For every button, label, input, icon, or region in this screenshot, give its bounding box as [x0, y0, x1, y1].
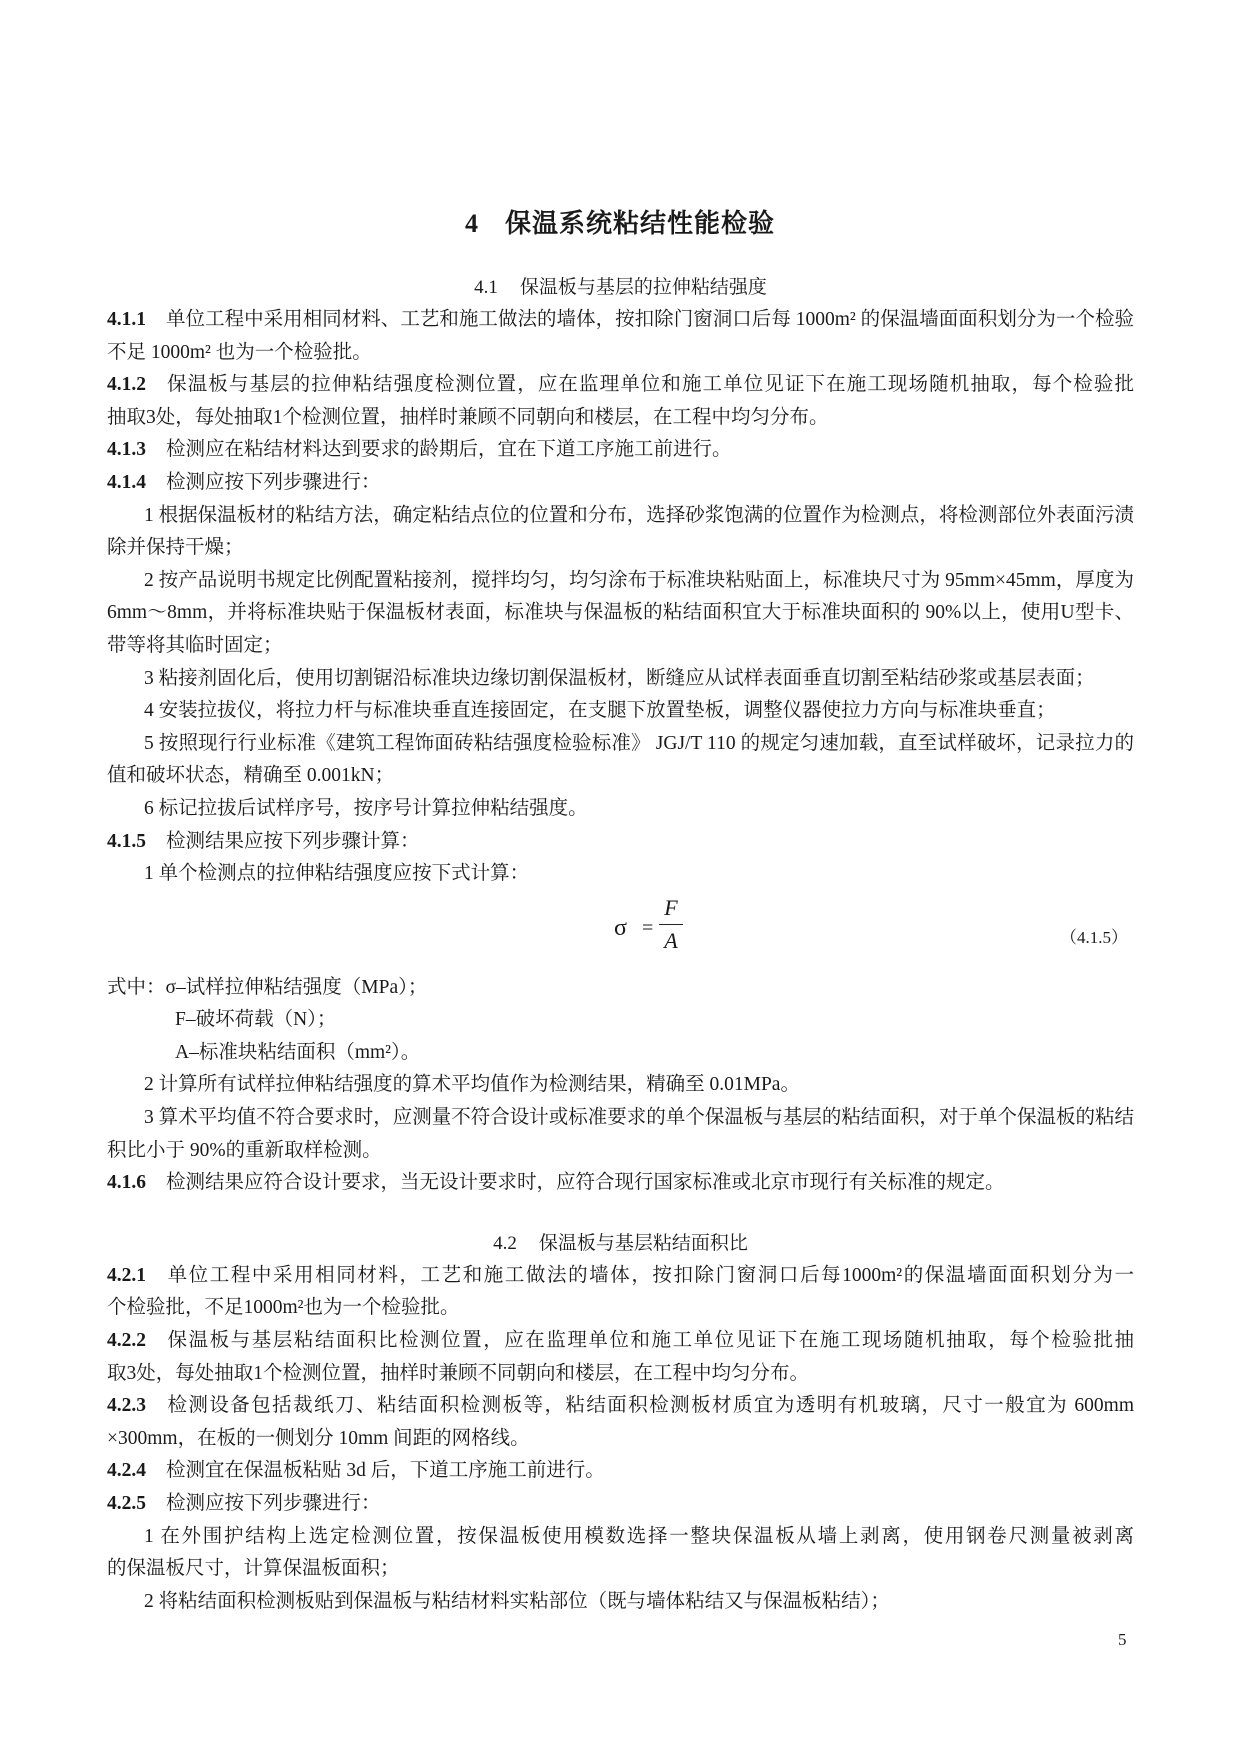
clause-text: 积比小于 90%的重新取样检测。 — [107, 1139, 382, 1161]
text-line — [107, 760, 1134, 793]
section-4-1-paragraphs-after-formula — [107, 972, 1134, 1200]
formula-denominator: A — [664, 927, 678, 953]
equation-number: （4.1.5） — [1060, 927, 1128, 947]
clause-text: 带等将其临时固定； — [107, 634, 283, 656]
chapter-number: 4 — [464, 209, 479, 238]
clause-text: 2 计算所有试样拉伸粘结强度的算术平均值作为检测结果，精确至 0.01MPa。 — [144, 1074, 800, 1096]
clause-text: F–破坏荷载（N）； — [175, 1009, 337, 1031]
text-line — [107, 434, 1134, 467]
clause-number: 4.1.4 — [107, 471, 146, 493]
formula-numerator: F — [664, 894, 678, 920]
clause-text: 1 根据保温板材的粘结方法，确定粘结点位的位置和分布，选择砂浆饱满的位置作为检测点，将检测部位外表面污渍 — [144, 504, 1134, 526]
formula-equals: = — [642, 916, 654, 939]
fraction-bar — [659, 924, 683, 925]
clause-text: 保温板与基层的拉伸粘结强度检测位置，应在监理单位和施工单位见证下在施工现场随机抽取，每个检验批 — [166, 374, 1134, 396]
clause-text: 3 粘接剂固化后，使用切割锯沿标准块边缘切割保温板材，断缝应从试样表面垂直切割至粘结砂浆或基层表面； — [144, 667, 1095, 689]
chapter-title — [0, 203, 1240, 240]
text-line — [107, 972, 1134, 1005]
clause-text: 检测应按下列步骤进行： — [166, 1493, 381, 1514]
clause-text: 保温板与基层粘结面积比检测位置，应在监理单位和施工单位见证下在施工现场随机抽取，每个检验批抽 — [166, 1330, 1134, 1352]
page-number: 5 — [1118, 1630, 1127, 1649]
text-line — [107, 1325, 1134, 1358]
clause-text: 值和破坏状态，精确至 0.001kN； — [107, 765, 395, 787]
clause-text: 式中：σ–试样拉伸粘结强度（MPa）； — [107, 976, 428, 998]
text-line — [107, 1455, 1134, 1488]
text-line — [107, 402, 1134, 435]
formula-4-1-5 — [107, 891, 1134, 972]
text-line — [107, 1037, 1134, 1070]
section-heading-4-2 — [107, 1227, 1134, 1260]
text-line — [107, 1102, 1134, 1135]
clause-number: 4.1.3 — [107, 439, 146, 461]
clause-text: ×300mm，在板的一侧划分 10mm 间距的网格线。 — [107, 1427, 530, 1449]
text-line — [107, 532, 1134, 565]
clause-text: 1 在外围护结构上选定检测位置，按保温板使用模数选择一整块保温板从墙上剥离，使用钢卷尺测量被剥离 — [144, 1525, 1134, 1547]
clause-number: 4.2.1 — [107, 1264, 146, 1286]
text-line — [107, 304, 1134, 337]
clause-number: 4.1.5 — [107, 830, 146, 852]
text-line — [107, 500, 1134, 533]
document-body — [107, 271, 1134, 1618]
text-line — [107, 1586, 1134, 1619]
text-line — [107, 1167, 1134, 1200]
section-heading-4-1 — [107, 271, 1134, 304]
clause-text: 2 按产品说明书规定比例配置粘接剂，搅拌均匀，均匀涂布于标准块粘贴面上，标准块尺寸为 95mm×45mm，厚度为 — [144, 569, 1134, 591]
text-line — [107, 1292, 1134, 1325]
text-line — [107, 369, 1134, 402]
clause-text: 6mm～8mm，并将标准块贴于保温板材表面，标准块与保温板的粘结面积宜大于标准块面积的 90%以上，使用U型卡、 — [107, 602, 1134, 624]
clause-number: 4.2.2 — [107, 1330, 146, 1352]
clause-text: 检测应按下列步骤进行： — [166, 471, 381, 493]
section-number: 4.1 — [474, 277, 498, 298]
text-line — [107, 793, 1134, 826]
formula-fraction — [659, 895, 683, 954]
text-line — [107, 1135, 1134, 1168]
clause-text: 6 标记拉拔后试样序号，按序号计算拉伸粘结强度。 — [144, 797, 588, 819]
clause-text: 1 单个检测点的拉伸粘结强度应按下式计算： — [144, 863, 530, 885]
section-4-2-paragraphs — [107, 1260, 1134, 1619]
text-line — [107, 1358, 1134, 1391]
clause-text: 检测宜在保温板粘贴 3d 后，下道工序施工前进行。 — [166, 1460, 605, 1482]
clause-text: 不足 1000m² 也为一个检验批。 — [107, 341, 372, 363]
text-line — [107, 1069, 1134, 1102]
clause-text: 检测结果应符合设计要求，当无设计要求时，应符合现行国家标准或北京市现行有关标准的规定。 — [166, 1172, 1005, 1194]
clause-text: 除并保持干燥； — [107, 537, 244, 559]
clause-text: 个检验批，不足1000m²也为一个检验批。 — [107, 1297, 460, 1319]
section-4-1-paragraphs — [107, 304, 1134, 891]
text-line — [107, 597, 1134, 630]
clause-number: 4.1.2 — [107, 374, 146, 396]
clause-text: 单位工程中采用相同材料，工艺和施工做法的墙体，按扣除门窗洞口后每1000m²的保温墙面面积划分为一 — [166, 1264, 1134, 1286]
text-line — [107, 467, 1134, 500]
text-line — [107, 858, 1134, 891]
clause-number: 4.1.1 — [107, 309, 146, 330]
clause-text: 取3处，每处抽取1个检测位置，抽样时兼顾不同朝向和楼层，在工程中均匀分布。 — [107, 1362, 810, 1384]
formula-sigma: σ — [614, 914, 627, 941]
text-line — [107, 337, 1134, 370]
text-line — [107, 1553, 1134, 1586]
text-line — [107, 1521, 1134, 1554]
section-number: 4.2 — [493, 1232, 517, 1254]
clause-text: 抽取3处，每处抽取1个检测位置，抽样时兼顾不同朝向和楼层，在工程中均匀分布。 — [107, 406, 829, 428]
section-heading-text: 保温板与基层的拉伸粘结强度 — [519, 277, 767, 298]
text-line — [107, 1004, 1134, 1037]
clause-text: 的保温板尺寸，计算保温板面积； — [107, 1558, 400, 1580]
text-line — [107, 1260, 1134, 1293]
section-heading-text: 保温板与基层粘结面积比 — [538, 1232, 748, 1254]
clause-text: 单位工程中采用相同材料、工艺和施工做法的墙体，按扣除门窗洞口后每 1000m² 的保温墙面面积划分为一个检验 — [166, 309, 1134, 330]
section-gap — [107, 1200, 1134, 1227]
clause-text: 检测结果应按下列步骤计算： — [166, 830, 420, 852]
text-line — [107, 630, 1134, 663]
chapter-title-text: 保温系统粘结性能检验 — [504, 209, 775, 238]
clause-text: 检测应在粘结材料达到要求的龄期后，宜在下道工序施工前进行。 — [166, 439, 732, 461]
text-line — [107, 728, 1134, 761]
text-line — [107, 695, 1134, 728]
clause-text: 5 按照现行行业标准《建筑工程饰面砖粘结强度检验标准》 JGJ/T 110 的规定匀速加载，直至试样破坏，记录拉力的 — [144, 732, 1134, 754]
text-line — [107, 663, 1134, 696]
text-line — [107, 565, 1134, 598]
text-line — [107, 1390, 1134, 1423]
clause-number: 4.2.5 — [107, 1493, 146, 1514]
clause-text: 2 将粘结面积检测板贴到保温板与粘结材料实粘部位（既与墙体粘结又与保温板粘结）； — [144, 1590, 890, 1612]
text-line — [107, 1488, 1134, 1521]
clause-number: 4.2.4 — [107, 1460, 146, 1482]
clause-number: 4.2.3 — [107, 1395, 146, 1417]
clause-text: A–标准块粘结面积（mm²）。 — [175, 1041, 421, 1063]
clause-number: 4.1.6 — [107, 1172, 146, 1194]
clause-text: 3 算术平均值不符合要求时，应测量不符合设计或标准要求的单个保温板与基层的粘结面积，对于单个保温板的粘结 — [144, 1107, 1134, 1129]
clause-text: 检测设备包括裁纸刀、粘结面积检测板等，粘结面积检测板材质宜为透明有机玻璃，尺寸一般宜为 600mm — [166, 1395, 1134, 1417]
clause-text: 4 安装拉拔仪，将拉力杆与标准块垂直连接固定，在支腿下放置垫板，调整仪器使拉力方向与标准块垂直； — [144, 700, 1056, 722]
text-line — [107, 1423, 1134, 1456]
text-line — [107, 826, 1134, 859]
